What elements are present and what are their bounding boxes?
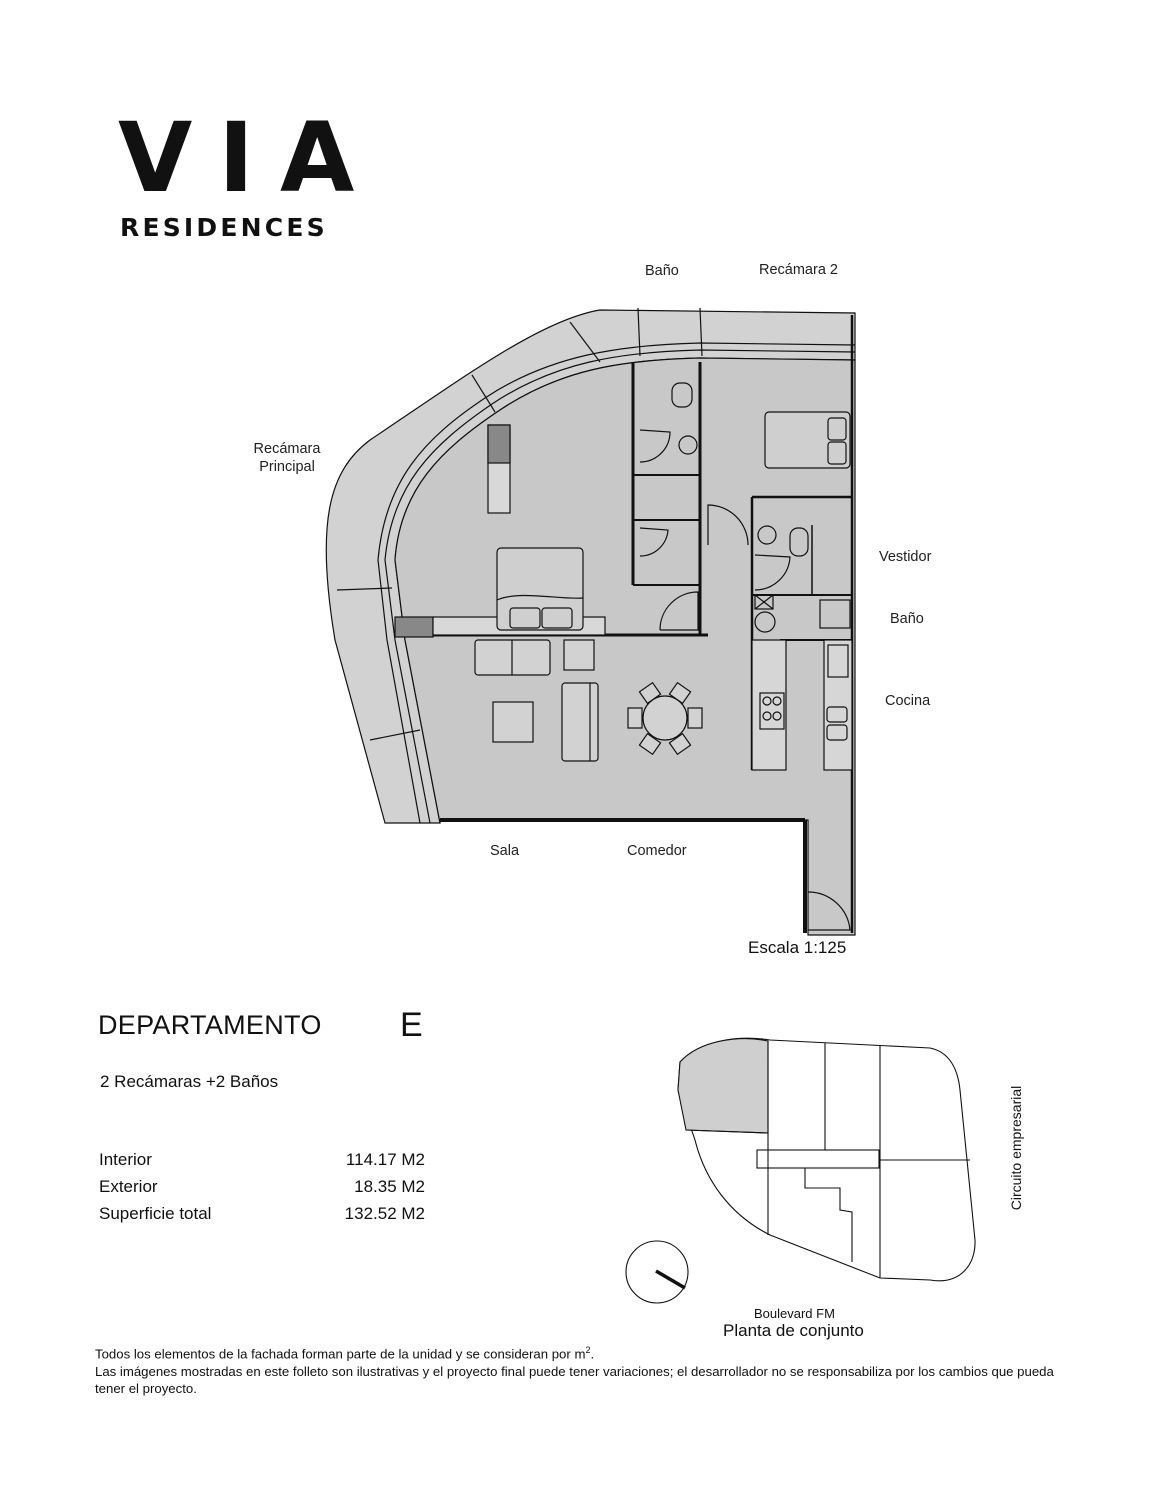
brand-tagline: RESIDENCES bbox=[120, 213, 328, 242]
room-label-recamara-2: Recámara 2 bbox=[759, 262, 838, 278]
room-label-recamara-principal-line2: Principal bbox=[259, 459, 315, 475]
area-label: Exterior bbox=[99, 1177, 158, 1196]
area-value: 18.35 M2 bbox=[354, 1177, 425, 1196]
room-label-cocina: Cocina bbox=[885, 693, 931, 709]
disclaimer-line-1-end: . bbox=[590, 1346, 595, 1362]
room-label-bano-top: Baño bbox=[645, 263, 679, 279]
brand-logo: VIA bbox=[118, 102, 381, 214]
unit-title: DEPARTAMENTO bbox=[98, 1010, 322, 1040]
site-plan-title: Planta de conjunto bbox=[723, 1321, 864, 1340]
superscript: 2 bbox=[585, 1345, 591, 1355]
area-label: Interior bbox=[99, 1150, 152, 1169]
area-value: 114.17 M2 bbox=[345, 1150, 425, 1169]
room-label-comedor: Comedor bbox=[627, 843, 687, 859]
street-label-boulevard: Boulevard FM bbox=[754, 1306, 835, 1321]
scale-label: Escala 1:125 bbox=[748, 938, 847, 957]
unit-e-highlight bbox=[678, 1039, 768, 1133]
room-label-vestidor: Vestidor bbox=[879, 549, 932, 565]
disclaimer-line-2: Las imágenes mostradas en este folleto son ilustrativas y el proyecto final puede tener variaciones; el desarrollador no se responsabiliza por los cambios que pueda tener el proyecto. bbox=[95, 1363, 1054, 1397]
disclaimer-line-1 bbox=[95, 1342, 1075, 1363]
room-label-recamara-principal-line1: Recámara bbox=[253, 441, 321, 457]
area-value: 132.52 M2 bbox=[344, 1204, 425, 1223]
north-arrow-icon bbox=[656, 1271, 685, 1288]
disclaimer-notes bbox=[95, 1342, 1075, 1398]
room-label-bano-right: Baño bbox=[890, 611, 924, 627]
room-label-sala: Sala bbox=[490, 843, 520, 859]
street-label-circuito: Circuito empresarial bbox=[1008, 1085, 1024, 1211]
area-label: Superficie total bbox=[99, 1204, 212, 1223]
disclaimer-line-1-text: Todos los elementos de la fachada forman parte de la unidad y se consideran por m bbox=[95, 1346, 586, 1362]
rooms-summary: 2 Recámaras +2 Baños bbox=[100, 1072, 279, 1091]
unit-letter: E bbox=[400, 1006, 423, 1044]
